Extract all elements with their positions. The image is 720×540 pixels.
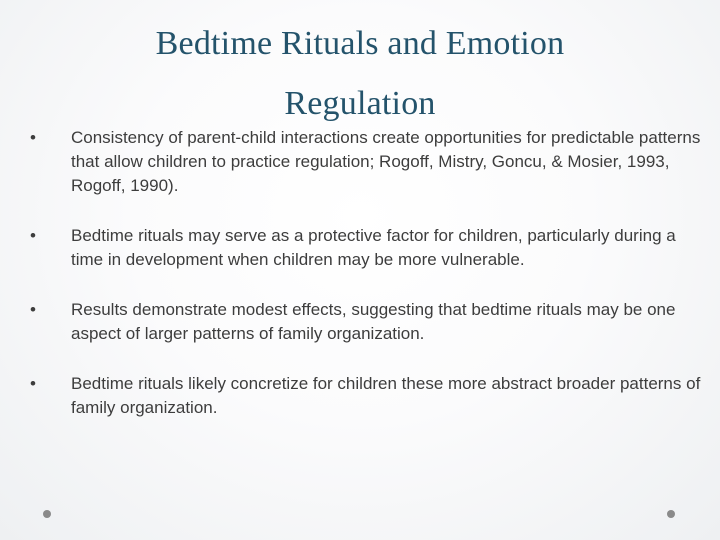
slide-title-line-1: Bedtime Rituals and Emotion: [155, 25, 565, 62]
bullet-text-3: Results demonstrate modest effects, suggesting that bedtime rituals may be one aspect of larger patterns of family organization.: [71, 300, 676, 343]
slide-title: [40, 14, 680, 134]
bullet-text-1: Consistency of parent-child interactions create opportunities for predictable patterns that allow children to practice regulation; Rogoff, Mistry, Goncu, & Mosier, 1993, Rogoff, 1990).: [71, 128, 701, 195]
slide-title-line-2: Regulation: [284, 85, 436, 122]
decorative-dot-left-icon: [43, 510, 51, 518]
bullet-item-3: [0, 298, 720, 346]
bullet-text-4: Bedtime rituals likely concretize for children these more abstract broader patterns of family organization.: [71, 374, 701, 417]
bullet-marker-icon: •: [30, 128, 36, 147]
bullet-item-1: [0, 126, 720, 198]
bullet-item-4: [0, 372, 720, 420]
bullet-item-2: [0, 224, 720, 272]
bullet-marker-icon: •: [30, 374, 36, 393]
bullet-text-2: Bedtime rituals may serve as a protective factor for children, particularly during a time in development when children may be more vulnerable.: [71, 226, 676, 269]
bullet-marker-icon: •: [30, 300, 36, 319]
bullet-list: [0, 126, 720, 446]
bullet-marker-icon: •: [30, 226, 36, 245]
decorative-dot-right-icon: [667, 510, 675, 518]
